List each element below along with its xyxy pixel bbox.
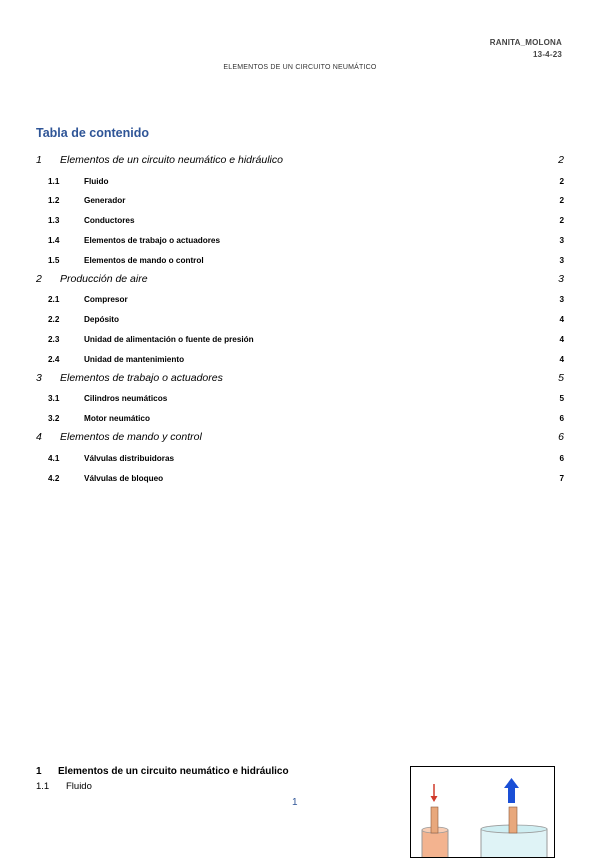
toc-page: 3 [559, 255, 564, 265]
toc-text: Cilindros neumáticos [84, 394, 168, 404]
toc-text: Elementos de mando y control [60, 430, 202, 443]
header-author: RANITA_MOLONA [489, 38, 562, 47]
right-cylinder [481, 807, 547, 857]
toc-entry[interactable] [36, 368, 564, 388]
toc-entry[interactable] [36, 308, 564, 328]
toc-number: 3.1 [48, 394, 60, 404]
down-arrow-icon [431, 784, 438, 802]
header-title: ELEMENTOS DE UN CIRCUITO NEUMÁTICO [223, 64, 377, 71]
toc-number: 1.2 [48, 196, 60, 206]
section-number: 1 [36, 766, 42, 777]
piston-diagram [411, 767, 554, 857]
toc-text: Elementos de trabajo o actuadores [84, 235, 221, 245]
toc-number: 1.3 [48, 216, 60, 226]
toc-page: 4 [559, 354, 564, 364]
table-of-contents [36, 150, 564, 487]
toc-text: Elementos de trabajo o actuadores [60, 371, 223, 384]
toc-page: 4 [559, 315, 564, 325]
toc-number: 2.2 [48, 315, 60, 325]
toc-number: 4.2 [48, 473, 60, 483]
toc-entry[interactable] [36, 209, 564, 229]
toc-text: Motor neumático [84, 414, 150, 424]
toc-heading: Tabla de contenido [36, 126, 149, 140]
toc-number: 2.3 [48, 334, 60, 344]
toc-entry[interactable] [36, 348, 564, 368]
toc-page: 2 [559, 176, 564, 186]
toc-text: Elementos de mando o control [84, 255, 204, 265]
toc-text: Conductores [84, 216, 135, 226]
toc-entry[interactable] [36, 388, 564, 408]
toc-number: 1.4 [48, 235, 60, 245]
subsection-title: Fluido [66, 781, 92, 792]
pressure-figure [410, 766, 555, 858]
toc-text: Depósito [84, 315, 120, 325]
toc-entry[interactable] [36, 467, 564, 487]
toc-text: Fluido [84, 176, 109, 186]
up-arrow-icon [504, 778, 519, 803]
toc-page: 6 [558, 430, 564, 443]
section-title: Elementos de un circuito neumático e hidráulico [58, 766, 289, 777]
toc-text: Válvulas distribuidoras [84, 453, 175, 463]
toc-page: 5 [559, 394, 564, 404]
toc-number: 4 [36, 430, 42, 443]
toc-number: 1.5 [48, 255, 60, 265]
toc-text: Elementos de un circuito neumático e hidráulico [60, 153, 283, 166]
toc-number: 2.1 [48, 295, 60, 305]
toc-text: Unidad de alimentación o fuente de presión [84, 334, 254, 344]
toc-text: Producción de aire [60, 272, 148, 285]
toc-text: Compresor [84, 295, 128, 305]
toc-number: 4.1 [48, 453, 60, 463]
toc-number: 3 [36, 371, 42, 384]
subsection-heading [36, 781, 92, 792]
header-date: 13-4-23 [533, 50, 562, 59]
toc-page: 6 [559, 414, 564, 424]
toc-text: Válvulas de bloqueo [84, 473, 164, 483]
subsection-number: 1.1 [36, 781, 50, 792]
toc-page: 3 [559, 235, 564, 245]
toc-entry[interactable] [36, 289, 564, 309]
toc-entry[interactable] [36, 150, 564, 170]
toc-entry[interactable] [36, 190, 564, 210]
toc-page: 4 [559, 334, 564, 344]
toc-page: 5 [558, 371, 564, 384]
toc-page: 3 [559, 295, 564, 305]
toc-number: 1.1 [48, 176, 60, 186]
toc-number: 2.4 [48, 354, 60, 364]
toc-entry[interactable] [36, 170, 564, 190]
toc-entry[interactable] [36, 269, 564, 289]
toc-page: 2 [559, 196, 564, 206]
toc-entry[interactable] [36, 447, 564, 467]
toc-number: 1 [36, 153, 42, 166]
toc-number: 3.2 [48, 414, 60, 424]
toc-text: Unidad de mantenimiento [84, 354, 185, 364]
page-number: 1 [292, 797, 298, 808]
toc-page: 2 [558, 153, 564, 166]
toc-entry[interactable] [36, 407, 564, 427]
document-header [490, 37, 562, 61]
left-cylinder [422, 807, 448, 857]
toc-page: 6 [559, 453, 564, 463]
toc-entry[interactable] [36, 427, 564, 447]
toc-entry[interactable] [36, 249, 564, 269]
toc-page: 2 [559, 216, 564, 226]
toc-entry[interactable] [36, 229, 564, 249]
toc-text: Generador [84, 196, 126, 206]
toc-page: 3 [558, 272, 564, 285]
toc-page: 7 [559, 473, 564, 483]
toc-number: 2 [36, 272, 42, 285]
section-heading [36, 766, 289, 777]
toc-entry[interactable] [36, 328, 564, 348]
